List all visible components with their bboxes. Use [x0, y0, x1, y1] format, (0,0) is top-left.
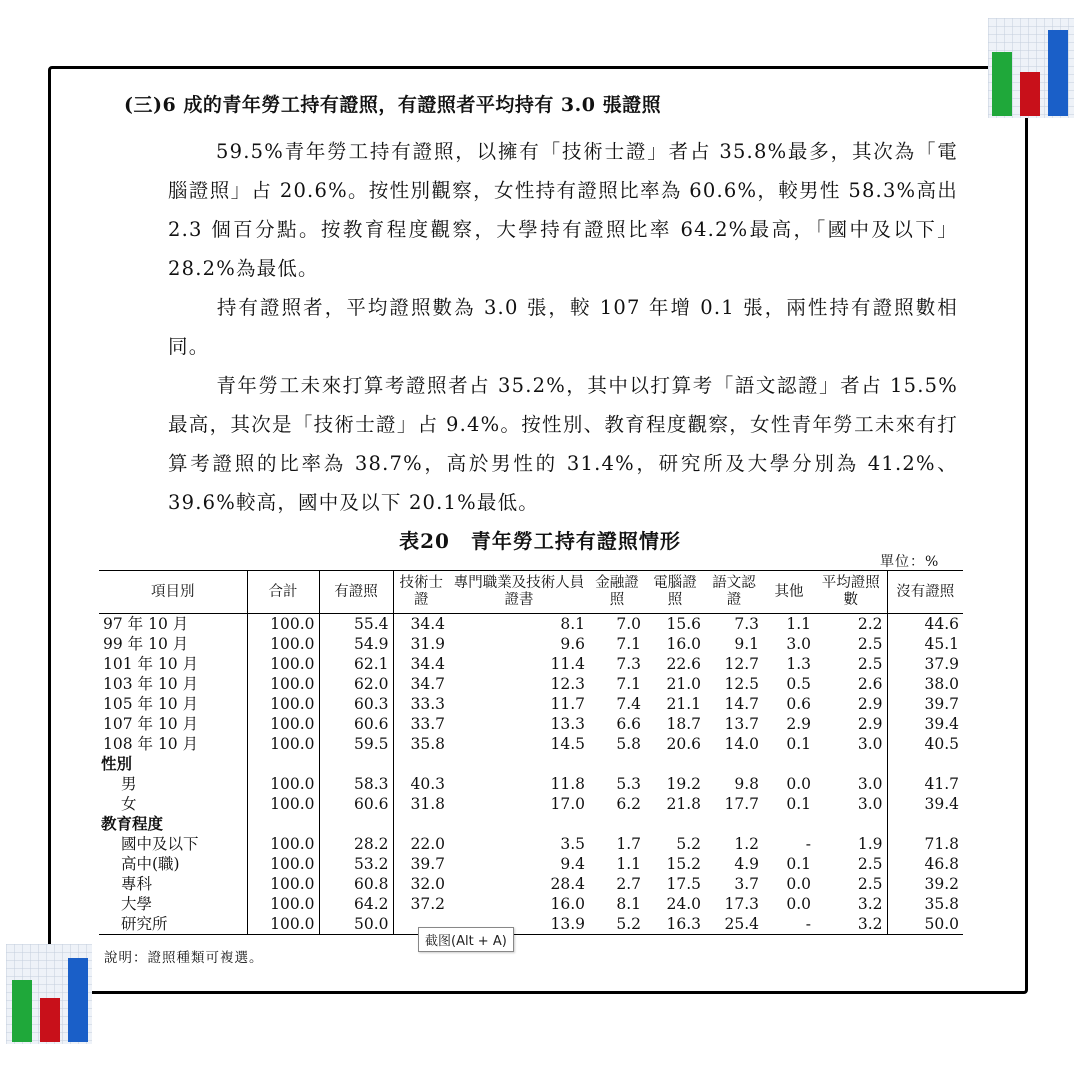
table-cell: 7.1: [616, 635, 641, 653]
table-cell: 1.7: [616, 835, 641, 853]
table-cell: 54.9: [319, 634, 393, 654]
table-cell: 38.0: [887, 674, 963, 694]
empty-cell: [815, 754, 887, 774]
table-cell: 2.7: [616, 875, 641, 893]
table-cell: 8.1: [560, 615, 585, 633]
table-cell: 60.6: [319, 794, 393, 814]
table-cell: 12.5: [724, 675, 759, 693]
table-cell: 6.6: [616, 715, 641, 733]
table-row: [99, 734, 963, 754]
table-cell: 9.4: [560, 855, 585, 873]
row-label: 研究所: [99, 914, 247, 935]
table-cell: 5.8: [616, 735, 641, 753]
table-cell: 2.9: [786, 715, 811, 733]
table-cell: 100.0: [247, 614, 319, 635]
table-cell: 34.7: [393, 674, 449, 694]
table-row: [99, 634, 963, 654]
table-cell: 53.2: [319, 854, 393, 874]
table-cell: 39.2: [887, 874, 963, 894]
col-none: 沒有證照: [887, 571, 963, 614]
table-cell: 62.0: [319, 674, 393, 694]
table-cell: 60.3: [319, 694, 393, 714]
empty-cell: [449, 754, 589, 774]
group-row: [99, 814, 963, 834]
bar-chart-logo-icon: [6, 944, 92, 1044]
table-row: [99, 654, 963, 674]
table-cell: 11.8: [550, 775, 585, 793]
empty-cell: [589, 814, 645, 834]
empty-cell: [319, 814, 393, 834]
table-cell: 35.8: [393, 734, 449, 754]
empty-cell: [645, 814, 705, 834]
table-cell: 28.4: [550, 875, 585, 893]
table-cell: 0.0: [786, 895, 811, 913]
table-cell: 0.1: [786, 855, 811, 873]
table-cell: 50.0: [887, 914, 963, 935]
table-cell: 0.0: [786, 775, 811, 793]
col-avg: 平均證照數: [815, 571, 887, 614]
table-cell: 7.3: [616, 655, 641, 673]
col-other: 其他: [763, 571, 815, 614]
table-cell: 13.9: [449, 914, 589, 935]
certificate-table: [99, 570, 963, 935]
screenshot-tooltip: 截图(Alt + A): [418, 927, 514, 952]
group-label: 性別: [101, 754, 133, 773]
table-cell: 100.0: [247, 894, 319, 914]
table-cell: 17.5: [666, 875, 701, 893]
table-row: [99, 694, 963, 714]
table-cell: 25.4: [705, 914, 763, 935]
paragraph-1: 59.5%青年勞工持有證照，以擁有「技術士證」者占 35.8%最多，其次為「電腦證照」占 20.6%。按性別觀察，女性持有證照比率為 60.6%，較男性 58.3%高出 2.3 個百分點。按教育程度觀察，大學持有證照比率 64.2%最高，「國中及以下」28.2%為最低。: [168, 140, 958, 280]
table-row: [99, 834, 963, 854]
table-cell: 33.7: [393, 714, 449, 734]
table-cell: 2.5: [857, 875, 883, 893]
table-note: 說明：證照種類可複選。: [104, 950, 264, 966]
table-row: [99, 674, 963, 694]
table-cell: 35.8: [887, 894, 963, 914]
table-cell: 39.4: [887, 794, 963, 814]
table-cell: 14.0: [724, 735, 759, 753]
table-cell: 9.8: [734, 775, 759, 793]
table-cell: 40.3: [393, 774, 449, 794]
table-cell: 44.6: [887, 614, 963, 635]
table-cell: 100.0: [247, 854, 319, 874]
empty-cell: [449, 814, 589, 834]
col-item: 項目別: [99, 571, 247, 614]
table-cell: -: [763, 914, 815, 935]
table-cell: 22.6: [666, 655, 701, 673]
table-cell: 5.2: [676, 835, 701, 853]
empty-cell: [247, 814, 319, 834]
table-cell: 14.5: [550, 735, 585, 753]
table-cell: 20.6: [666, 735, 701, 753]
row-label: 108 年 10 月: [103, 735, 199, 753]
row-label: 101 年 10 月: [103, 655, 199, 673]
table-cell: 17.0: [550, 795, 585, 813]
table-cell: 0.6: [786, 695, 811, 713]
table-cell: 0.5: [786, 675, 811, 693]
table-cell: 1.2: [734, 835, 759, 853]
table-cell: 3.0: [786, 635, 811, 653]
table-cell: 4.9: [734, 855, 759, 873]
row-label: 99 年 10 月: [103, 635, 189, 653]
table-cell: 16.0: [666, 635, 701, 653]
table-row: [99, 714, 963, 734]
table-cell: 59.5: [319, 734, 393, 754]
empty-cell: [393, 814, 449, 834]
table-cell: 39.7: [887, 694, 963, 714]
empty-cell: [763, 814, 815, 834]
table-cell: 6.2: [616, 795, 641, 813]
empty-cell: [887, 754, 963, 774]
col-total: 合計: [247, 571, 319, 614]
table-cell: 2.9: [857, 715, 883, 733]
empty-cell: [393, 754, 449, 774]
row-label: 高中(職): [121, 855, 180, 873]
table-row: [99, 914, 963, 935]
table-cell: 17.7: [724, 795, 759, 813]
table-cell: 15.6: [666, 615, 701, 633]
table-cell: 5.2: [589, 914, 645, 935]
paragraph-3: 青年勞工未來打算考證照者占 35.2%，其中以打算考「語文認證」者占 15.5%最高，其次是「技術士證」占 9.4%。按性別、教育程度觀察，女性青年勞工未來有打算考證照的比率為 38.7%，高於男性的 31.4%，研究所及大學分別為 41.2%、39.6%較高，國中及以下 20.1%最低。: [168, 374, 958, 514]
table-cell: 24.0: [666, 895, 701, 913]
empty-cell: [645, 754, 705, 774]
table-cell: 39.4: [887, 714, 963, 734]
table-cell: 64.2: [319, 894, 393, 914]
table-cell: 100.0: [247, 834, 319, 854]
table-cell: 9.6: [560, 635, 585, 653]
table-cell: 0.1: [786, 735, 811, 753]
table-cell: 8.1: [616, 895, 641, 913]
table-cell: 3.2: [815, 914, 887, 935]
table-cell: 60.6: [319, 714, 393, 734]
table-cell: 7.0: [616, 615, 641, 633]
table-cell: 100.0: [247, 874, 319, 894]
col-has: 有證照: [319, 571, 393, 614]
empty-cell: [887, 814, 963, 834]
table-cell: 0.1: [786, 795, 811, 813]
row-label: 女: [121, 795, 137, 813]
table-cell: 13.3: [550, 715, 585, 733]
table-cell: 2.2: [857, 615, 883, 633]
table-cell: 11.4: [550, 655, 585, 673]
table-cell: 50.0: [319, 914, 393, 935]
paragraph-2: 持有證照者，平均證照數為 3.0 張，較 107 年增 0.1 張，兩性持有證照數相同。: [168, 296, 958, 358]
col-comp: 電腦證照: [645, 571, 705, 614]
table-row: [99, 894, 963, 914]
table-cell: 3.2: [857, 895, 883, 913]
empty-cell: [319, 754, 393, 774]
table-cell: 0.0: [786, 875, 811, 893]
empty-cell: [247, 754, 319, 774]
table-cell: 3.0: [857, 735, 883, 753]
table-cell: 31.9: [393, 634, 449, 654]
table-cell: 37.9: [887, 654, 963, 674]
col-lang: 語文認證: [705, 571, 763, 614]
table-cell: 100.0: [247, 714, 319, 734]
empty-cell: [815, 814, 887, 834]
row-label: 男: [121, 775, 137, 793]
table-cell: 18.7: [666, 715, 701, 733]
table-row: [99, 774, 963, 794]
table-cell: 34.4: [393, 654, 449, 674]
table-cell: 14.7: [724, 695, 759, 713]
table-cell: 100.0: [247, 734, 319, 754]
table-row: [99, 794, 963, 814]
table-row: [99, 854, 963, 874]
empty-cell: [705, 754, 763, 774]
row-label: 97 年 10 月: [103, 615, 189, 633]
table-cell: 2.9: [857, 695, 883, 713]
table-cell: 21.1: [666, 695, 701, 713]
table-cell: -: [805, 835, 811, 853]
empty-cell: [589, 754, 645, 774]
col-prof: 專門職業及技術人員證書: [449, 571, 589, 614]
table-unit: 單位：%: [880, 554, 940, 570]
table-cell: 31.8: [393, 794, 449, 814]
table-cell: 1.1: [786, 615, 811, 633]
table-cell: 17.3: [724, 895, 759, 913]
table-cell: 100.0: [247, 634, 319, 654]
table-cell: 39.7: [393, 854, 449, 874]
bar-chart-logo-icon: [988, 18, 1074, 118]
table-cell: 100.0: [247, 654, 319, 674]
table-cell: 2.6: [857, 675, 883, 693]
row-label: 107 年 10 月: [103, 715, 199, 733]
table-cell: 41.7: [887, 774, 963, 794]
table-cell: 12.3: [550, 675, 585, 693]
table-cell: 100.0: [247, 794, 319, 814]
table-cell: 11.7: [550, 695, 585, 713]
table-cell: 16.0: [550, 895, 585, 913]
section-heading: (三)6 成的青年勞工持有證照，有證照者平均持有 3.0 張證照: [124, 94, 662, 116]
col-fin: 金融證照: [589, 571, 645, 614]
table-cell: 100.0: [247, 694, 319, 714]
table-cell: 100.0: [247, 914, 319, 935]
table-cell: 100.0: [247, 674, 319, 694]
table-cell: 1.9: [857, 835, 883, 853]
table-cell: 7.1: [616, 675, 641, 693]
table-cell: 5.3: [616, 775, 641, 793]
table-cell: 34.4: [393, 614, 449, 635]
table-cell: 55.4: [319, 614, 393, 635]
group-label: 教育程度: [101, 814, 164, 833]
table-cell: 2.5: [857, 655, 883, 673]
table-cell: 22.0: [393, 834, 449, 854]
table-cell: 100.0: [247, 774, 319, 794]
table-cell: 2.5: [857, 855, 883, 873]
table-cell: 15.2: [666, 855, 701, 873]
table-cell: 3.0: [857, 775, 883, 793]
row-label: 105 年 10 月: [103, 695, 199, 713]
table-cell: 3.5: [560, 835, 585, 853]
table-title: 表20 青年勞工持有證照情形: [399, 529, 681, 553]
table-cell: 46.8: [887, 854, 963, 874]
table-cell: 9.1: [734, 635, 759, 653]
table-cell: 45.1: [887, 634, 963, 654]
group-row: [99, 754, 963, 774]
empty-cell: [763, 754, 815, 774]
table-cell: 32.0: [393, 874, 449, 894]
table-cell: 3.7: [734, 875, 759, 893]
table-cell: 62.1: [319, 654, 393, 674]
table-cell: 33.3: [393, 694, 449, 714]
table-cell: 71.8: [887, 834, 963, 854]
table-row: [99, 874, 963, 894]
table-cell: 40.5: [887, 734, 963, 754]
table-cell: 58.3: [319, 774, 393, 794]
table-cell: 2.5: [857, 635, 883, 653]
table-cell: 13.7: [724, 715, 759, 733]
row-label: 國中及以下: [121, 835, 199, 853]
table-cell: 21.8: [666, 795, 701, 813]
empty-cell: [705, 814, 763, 834]
table-cell: 7.3: [734, 615, 759, 633]
table-cell: 12.7: [724, 655, 759, 673]
row-label: 103 年 10 月: [103, 675, 199, 693]
table-cell: 37.2: [393, 894, 449, 914]
table-cell: 19.2: [666, 775, 701, 793]
table-cell: 1.1: [616, 855, 641, 873]
table-row: [99, 614, 963, 635]
row-label: 專科: [121, 875, 153, 893]
table-cell: 3.0: [857, 795, 883, 813]
table-cell: 16.3: [645, 914, 705, 935]
col-tech: 技術士證: [393, 571, 449, 614]
table-cell: 7.4: [616, 695, 641, 713]
table-header-row: [99, 571, 963, 614]
row-label: 大學: [121, 895, 153, 913]
table-cell: 60.8: [319, 874, 393, 894]
table-cell: 21.0: [666, 675, 701, 693]
table-cell: 1.3: [786, 655, 811, 673]
table-cell: 28.2: [319, 834, 393, 854]
